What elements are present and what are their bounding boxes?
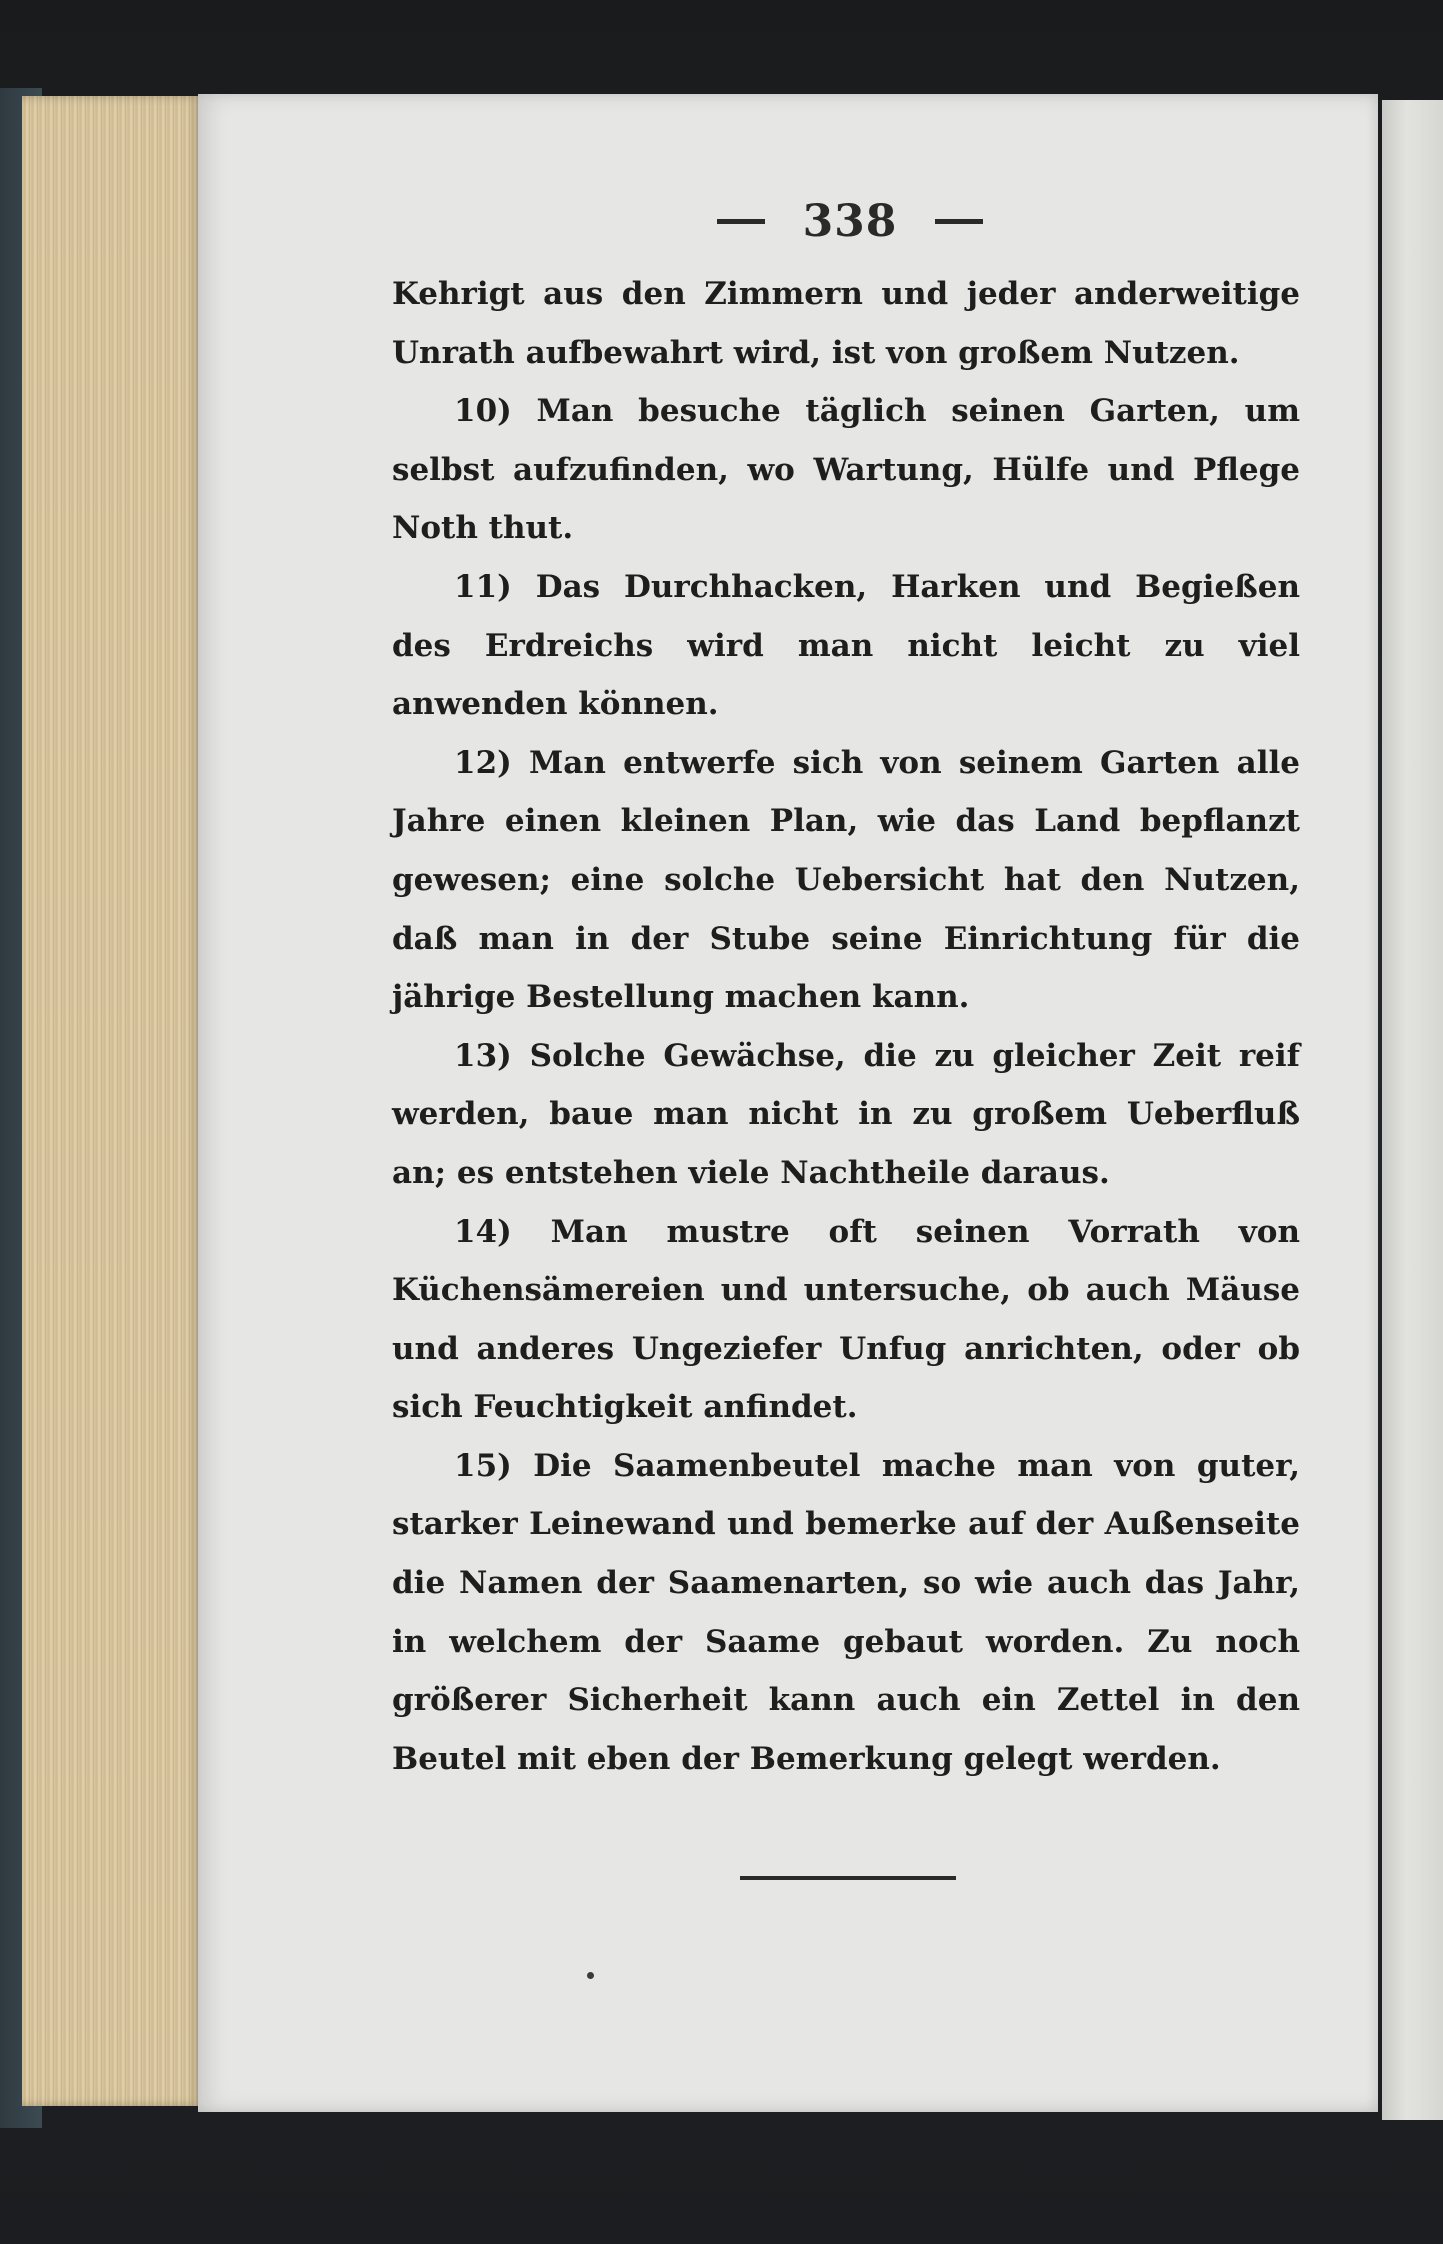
paragraph-continuation: Kehrigt aus den Zimmern und jeder anderweitige Unrath aufbewahrt wird, ist von großem Nutzen. (392, 276, 1300, 371)
header-dash-right (935, 219, 983, 224)
header-dash-left (717, 219, 765, 224)
page-body (392, 265, 1300, 1788)
paragraph-item-11: 11) Das Durchhacken, Harken und Begießen des Erdreichs wird man nicht leicht zu viel anwenden können. (392, 568, 1300, 723)
paragraph-item-15: 15) Die Saamenbeutel mache man von guter, starker Leinewand und bemerke auf der Außenseite die Namen der Saamenarten, so wie auch das Jahr, in welchem der Saame gebaut worden. Zu noch größerer Sicherheit kann auch ein Zettel in den Beutel mit eben der Bemerkung gelegt werden. (392, 1447, 1300, 1777)
page-header (650, 186, 1050, 256)
paragraph-item-14: 14) Man mustre oft seinen Vorrath von Küchensämereien und untersuche, ob auch Mäuse und anderes Ungeziefer Unfug anrichten, oder ob sich Feuchtigkeit anfindet. (392, 1213, 1300, 1426)
section-end-rule (740, 1876, 956, 1880)
paragraph-item-12: 12) Man entwerfe sich von seinem Garten alle Jahre einen kleinen Plan, wie das Land bepflanzt gewesen; eine solche Uebersicht hat den Nutzen, daß man in der Stube seine Einrichtung für die jährige Bestellung machen kann. (392, 744, 1300, 1016)
paragraph-item-10: 10) Man besuche täglich seinen Garten, um selbst aufzufinden, wo Wartung, Hülfe und Pflege Noth thut. (392, 393, 1300, 547)
paragraph-item-13: 13) Solche Gewächse, die zu gleicher Zeit reif werden, baue man nicht in zu großem Ueberfluß an; es entstehen viele Nachtheile daraus. (392, 1037, 1300, 1191)
facing-page-edge (1382, 100, 1443, 2120)
ink-speck (587, 1972, 594, 1979)
page-block-edges (22, 96, 202, 2106)
page-number: 338 (802, 195, 898, 247)
